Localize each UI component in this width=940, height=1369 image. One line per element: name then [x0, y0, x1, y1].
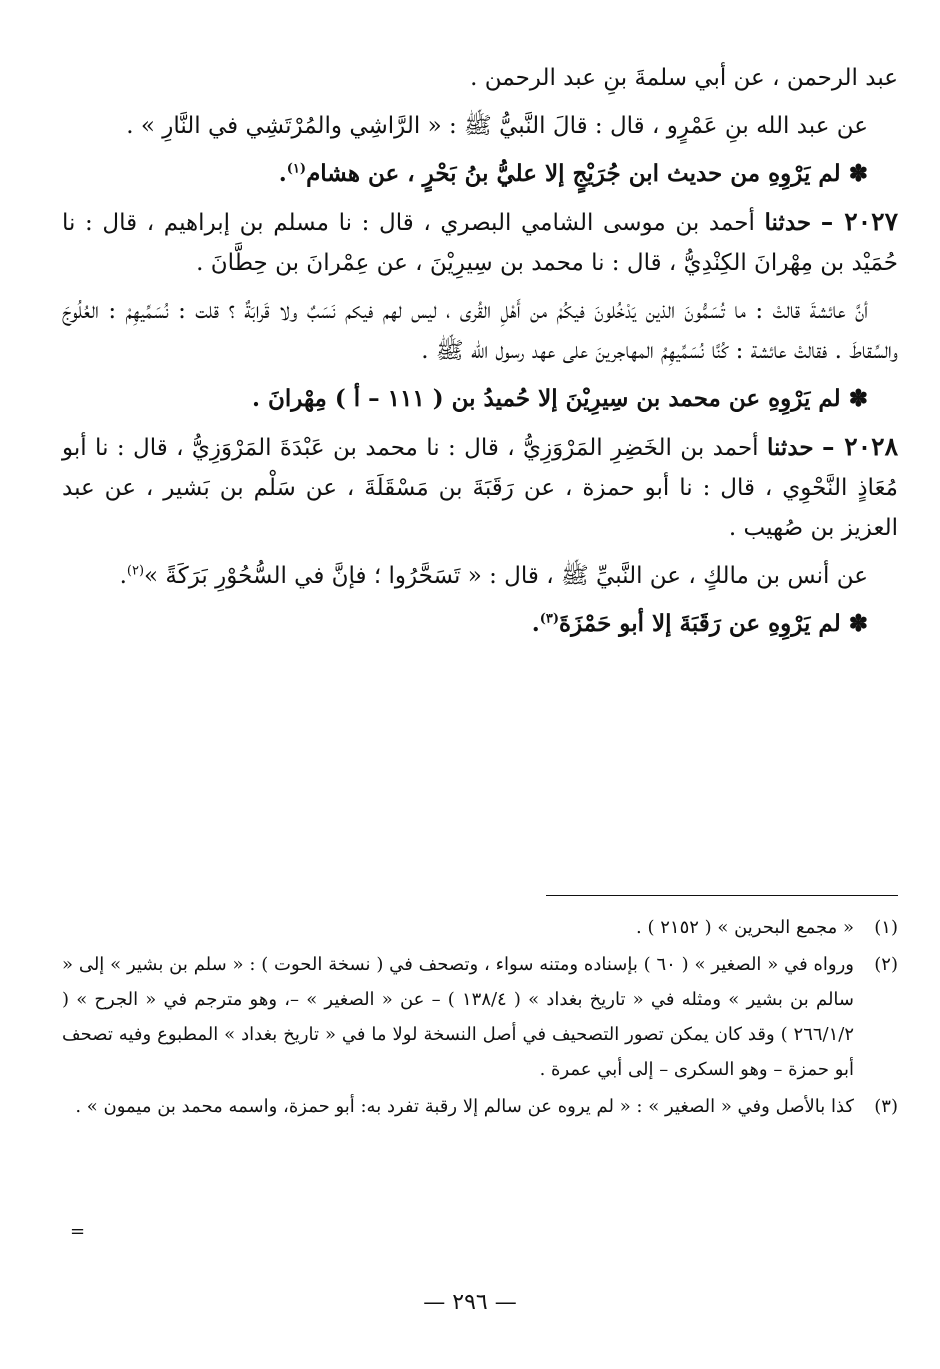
footnote-divider	[546, 895, 898, 896]
main-text	[62, 58, 898, 652]
footnote-number: (١)	[874, 917, 898, 938]
commentary-1	[62, 154, 898, 194]
hadith-2028-lead: حدثنا	[766, 434, 814, 461]
hadith-number-2028: ٢٠٢٨ –	[822, 432, 898, 461]
star-icon: ✽	[848, 610, 868, 637]
paragraph-6-text: عن أنس بن مالكٍ ، عن النَّبيِّ ﷺ ، قال : « تَسَحَّرُوا ؛ فإنَّ في السُّحُوْرِ بَرَكَةً »	[144, 563, 868, 589]
footnote-ref-3: (٣)	[539, 611, 560, 627]
footnote-number: (٣)	[874, 1096, 898, 1117]
hadith-2027-lead: حدثنا	[764, 209, 812, 236]
continuation-mark: =	[70, 1221, 86, 1242]
commentary-3-end: .	[531, 610, 540, 637]
commentary-2	[62, 379, 898, 419]
hadith-2028	[62, 427, 898, 548]
footnote-ref-1: (١)	[286, 161, 307, 177]
footnote-3	[62, 1089, 898, 1124]
footnote-ref-2: (٢)	[126, 563, 145, 579]
hadith-number-2027: ٢٠٢٧ –	[820, 207, 899, 236]
page-number: — ٢٩٦ —	[423, 1290, 517, 1315]
paragraph-6-end: .	[119, 563, 127, 589]
commentary-2-text: لم يَرْوِهِ عن محمد بن سِيرِيْنَ إلا حُميدُ بن ( ١١١ – أ ) مِهْرانَ .	[251, 385, 841, 412]
star-icon: ✽	[848, 385, 868, 412]
paragraph-4: أنَّ عائشةَ قالتْ : ما تُسَمُّونَ الذين يَدْخُلونَ فيكُمْ من أَهْلِ القُرى ، ليس لهم فيكم نَسَبٌ ولا قَرابَةٌ ؟ قلت : نُسَمِّيهِمْ : العُلُوجَ والسِّقاطَ . فقالتْ عائشة : كُنَّا نُسَمِّيهِمُ المهاجرينَ على عهد رسول الله ﷺ .	[62, 298, 898, 364]
footnote-text: ورواه في « الصغير » ( ٦٠ ) بإسناده ومتنه سواء ، وتصحف في ( نسخة الحوت ) : « سلم بن بشير » إلى « سالم بن بشير » ومثله في « تاريخ بغداد » ( ١٣٨/٤ ) – عن « الصغير » –، وهو مترجم في « الجرح » ( ٢٦٦/١/٢ ) وقد كان يمكن تصور التصحيف في أصل النسخة لولا ما في « تاريخ بغداد » المطبوع وفيه تصحف أبو حمزة – وهو السكرى – إلى أبي عمرة .	[62, 954, 854, 1080]
star-icon: ✽	[848, 160, 868, 187]
hadith-2028-chain: أحمد بن الخَضِرِ المَرْوَزِيُّ ، قال : نا محمد بن عَبْدَةَ المَرْوَزِيُّ ، قال : نا أبو مُعَاذٍ النَّحْوِي ، قال : نا أبو حمزة ، عن رَقَبَةَ بن مَسْقَلَةَ ، عن سَلْم بن بَشير ، عن عبد العزيز بن صُهيب .	[62, 435, 898, 541]
footnote-1	[62, 910, 898, 945]
paragraph-6	[62, 556, 898, 596]
hadith-2027	[62, 202, 898, 283]
footnote-text: « مجمع البحرين » ( ٢١٥٢ ) .	[636, 917, 854, 938]
commentary-3	[62, 604, 898, 644]
footnotes	[62, 910, 898, 1126]
hadith-2027-chain: أحمد بن موسى الشامي البصري ، قال : نا مسلم بن إبراهيم ، قال : نا حُمَيْد بن مِهْرانَ الكِنْدِيُّ ، قال : نا محمد بن سِيرِيْنَ ، عن عِمْرانَ بن حِطَّانَ .	[62, 210, 898, 276]
paragraph-1: عبد الرحمن ، عن أبي سلمةَ بنِ عبد الرحمن .	[470, 65, 898, 91]
footnote-2	[62, 947, 898, 1087]
commentary-1-end: .	[278, 160, 287, 187]
footnote-text: كذا بالأصل وفي « الصغير » : « لم يروه عن سالم إلا رقبة تفرد به: أبو حمزة، واسمه محمد بن ميمون » .	[75, 1096, 854, 1117]
footnote-number: (٢)	[874, 954, 898, 975]
paragraph-2: عن عبد الله بنِ عَمْرٍو ، قال : قالَ النَّبيُّ ﷺ : « الرَّاشِي والمُرْتَشِي في النَّارِ » .	[126, 113, 868, 139]
commentary-1-text: لم يَرْوِهِ من حديث ابن جُرَيْجٍ إلا عليُّ بنُ بَحْرٍ ، عن هشام	[306, 160, 841, 187]
commentary-3-text: لم يَرْوِهِ عن رَقَبَةَ إلا أبو حَمْزَةَ	[559, 610, 841, 637]
